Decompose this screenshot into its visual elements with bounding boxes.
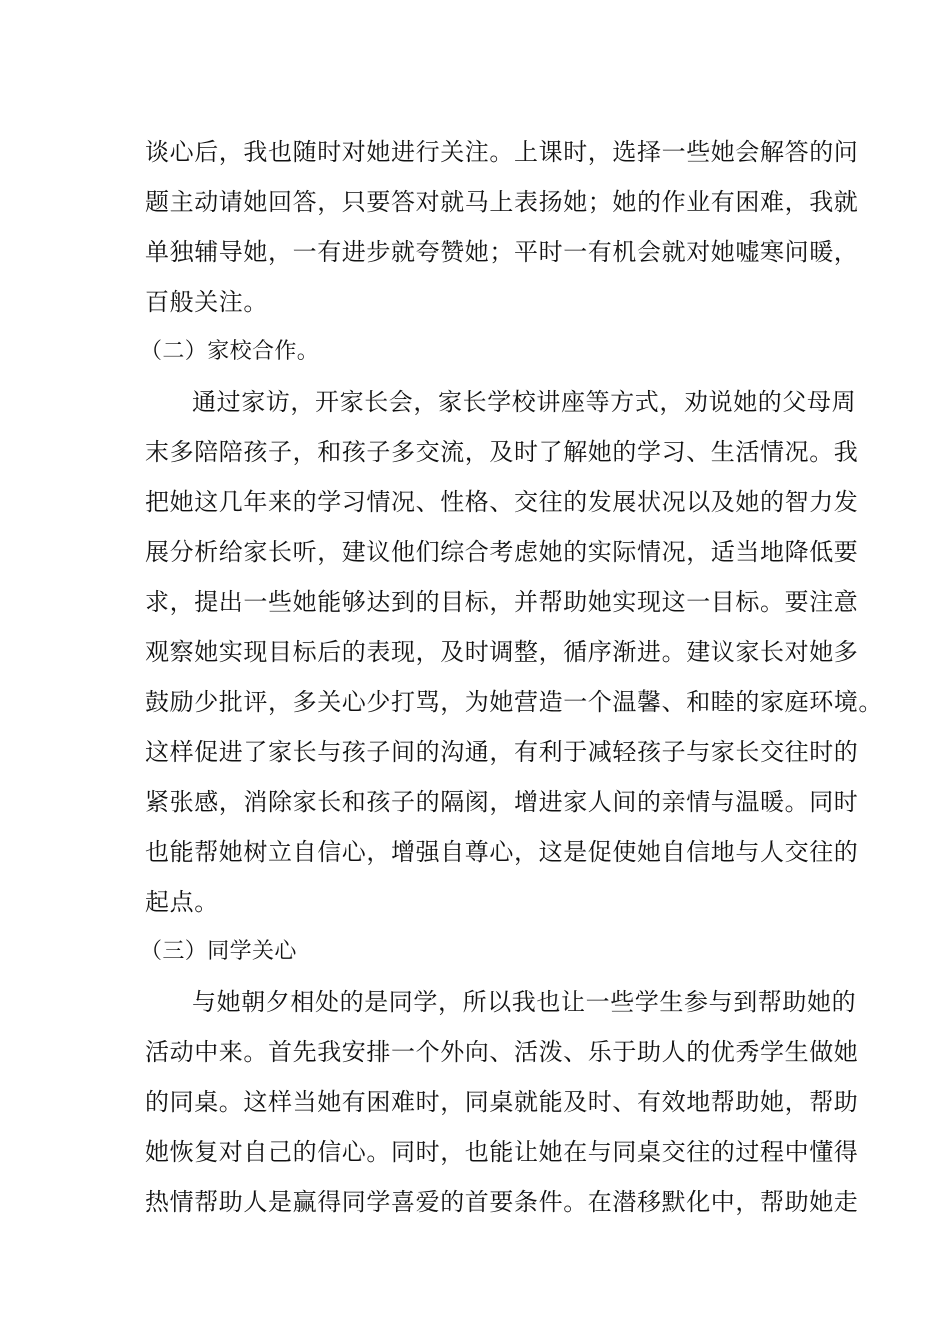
section-heading: （二）家校合作。 bbox=[140, 339, 320, 364]
paragraph-line: 鼓励少批评，多关心少打骂，为她营造一个温馨、和睦的家庭环境。 bbox=[145, 688, 883, 716]
paragraph-line: 百般关注。 bbox=[145, 288, 268, 316]
paragraph-line: 题主动请她回答，只要答对就马上表扬她；她的作业有困难，我就 bbox=[145, 188, 859, 216]
section-heading: （三）同学关心 bbox=[140, 939, 297, 964]
paragraph-line: 单独辅导她，一有进步就夸赞她；平时一有机会就对她嘘寒问暖， bbox=[145, 238, 859, 266]
paragraph-line: 这样促进了家长与孩子间的沟通，有利于减轻孩子与家长交往时的 bbox=[145, 738, 859, 766]
paragraph-line: 热情帮助人是赢得同学喜爱的首要条件。在潜移默化中，帮助她走 bbox=[145, 1188, 859, 1216]
paragraph-line: 活动中来。首先我安排一个外向、活泼、乐于助人的优秀学生做她 bbox=[145, 1038, 859, 1066]
paragraph-line: 紧张感，消除家长和孩子的隔阂，增进家人间的亲情与温暖。同时 bbox=[145, 788, 859, 816]
paragraph-line: 观察她实现目标后的表现，及时调整，循序渐进。建议家长对她多 bbox=[145, 638, 859, 666]
paragraph-line: 谈心后，我也随时对她进行关注。上课时，选择一些她会解答的问 bbox=[145, 138, 859, 166]
paragraph-line: 起点。 bbox=[145, 888, 219, 916]
paragraph-line: 也能帮她树立自信心，增强自尊心，这是促使她自信地与人交往的 bbox=[145, 838, 859, 866]
paragraph-line: 末多陪陪孩子，和孩子多交流，及时了解她的学习、生活情况。我 bbox=[145, 438, 859, 466]
paragraph-line: 与她朝夕相处的是同学，所以我也让一些学生参与到帮助她的 bbox=[192, 988, 857, 1016]
paragraph-line: 的同桌。这样当她有困难时，同桌就能及时、有效地帮助她，帮助 bbox=[145, 1088, 859, 1116]
paragraph-line: 把她这几年来的学习情况、性格、交往的发展状况以及她的智力发 bbox=[145, 488, 859, 516]
paragraph-line: 通过家访，开家长会，家长学校讲座等方式，劝说她的父母周 bbox=[192, 388, 857, 416]
paragraph-line: 她恢复对自己的信心。同时，也能让她在与同桌交往的过程中懂得 bbox=[145, 1138, 859, 1166]
paragraph-line: 展分析给家长听，建议他们综合考虑她的实际情况，适当地降低要 bbox=[145, 538, 859, 566]
paragraph-line: 求，提出一些她能够达到的目标，并帮助她实现这一目标。要注意 bbox=[145, 588, 859, 616]
